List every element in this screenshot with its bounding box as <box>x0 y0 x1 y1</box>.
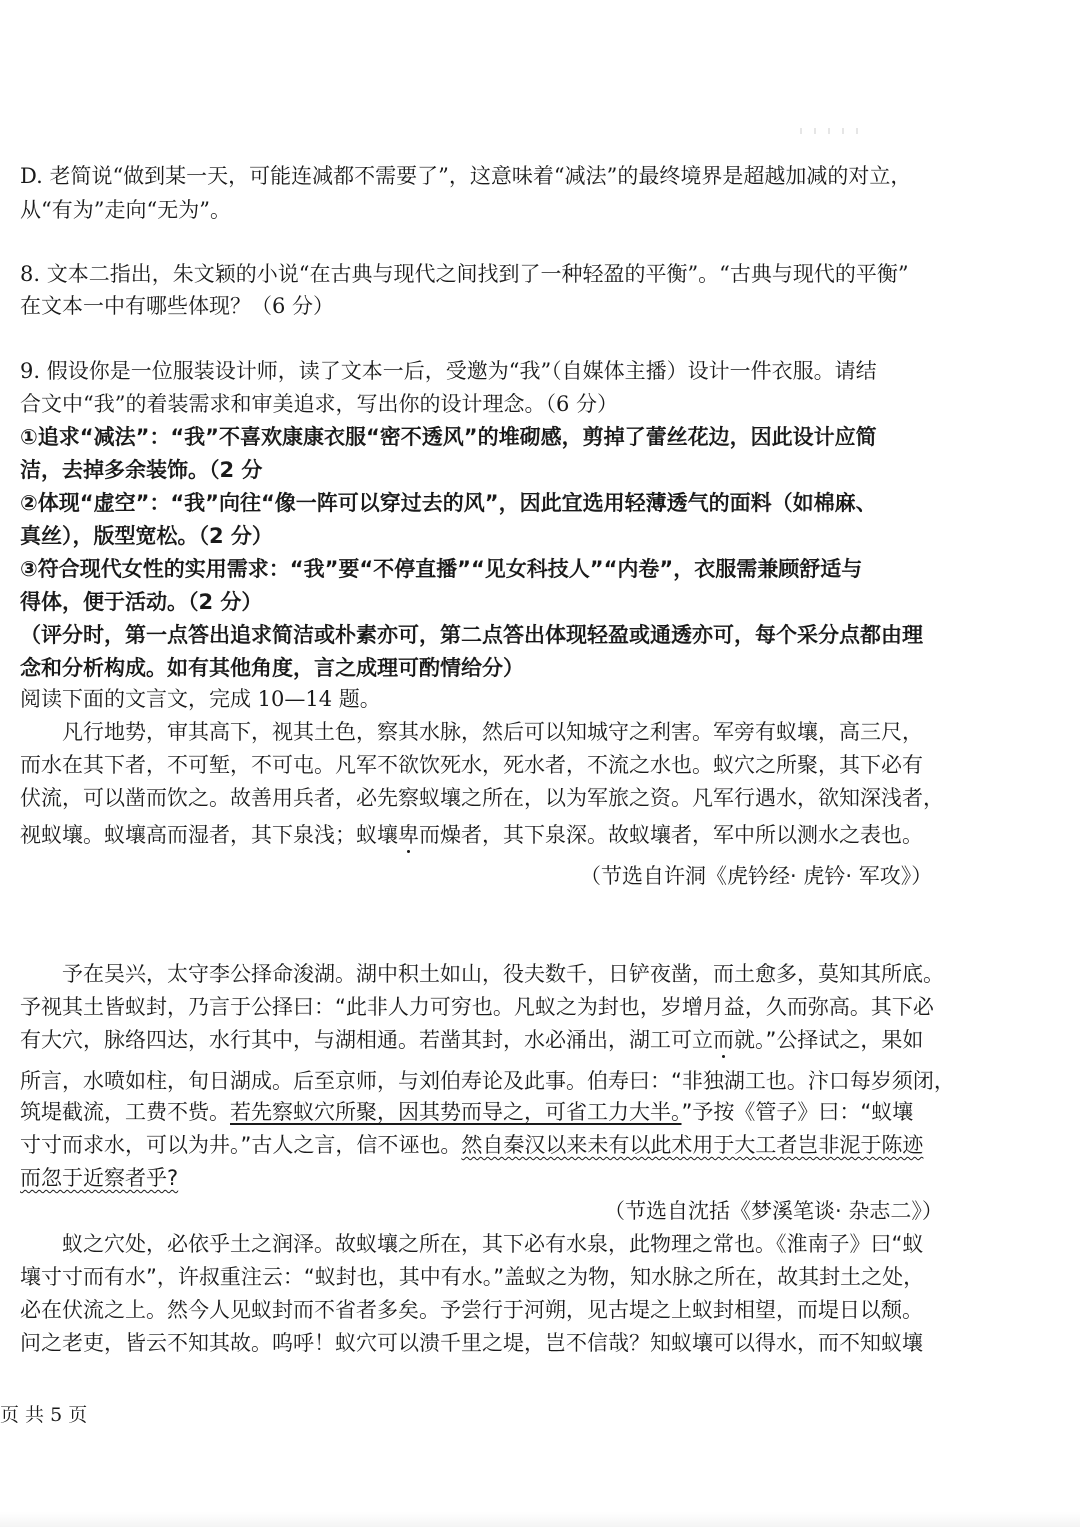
scan-artifact <box>800 128 870 134</box>
q9-answer-line-8: 念和分析构成。如有其他角度，言之成理可酌情给分） <box>20 656 524 680</box>
passage1-source: （节选自许洞《虎钤经· 虎钤· 军攻》） <box>580 864 933 888</box>
passage1-line-4-part-b: 而燥者，其下泉深。故蚁壤者，军中所以测水之表也。 <box>419 823 923 847</box>
passage2-line-5-part-b: ”予按《管子》曰：“蚁壤 <box>681 1100 914 1124</box>
q8-line-2: 在文本一中有哪些体现？（6 分） <box>20 294 335 318</box>
passage1-line-3: 伏流，可以凿而饮之。故善用兵者，必先察蚁壤之所在，以为军旅之资。凡军行遇水，欲知深浅者， <box>20 786 944 810</box>
q9-answer-line-2: 洁，去掉多余装饰。（2 分 <box>20 458 263 482</box>
q9-line-1: 9. 假设你是一位服装设计师，读了文本一后，受邀为“我”（自媒体主播）设计一件衣服。请结 <box>20 359 877 383</box>
passage2-line-5-part-a: 筑堤截流，工费不赀。 <box>20 1100 230 1124</box>
passage2-source: （节选自沈括《梦溪笔谈· 杂志二》） <box>604 1199 943 1223</box>
q8-line-1: 8. 文本二指出，朱文颖的小说“在古典与现代之间找到了一种轻盈的平衡”。“古典与现代的平衡” <box>20 262 909 286</box>
q9-answer-line-7: （评分时，第一点答出追求简洁或朴素亦可，第二点答出体现轻盈或通透亦可，每个采分点都由理 <box>20 623 923 647</box>
passage1-line-4 <box>20 821 923 849</box>
passage3-line-2: 壤寸寸而有水”，许叔重注云：“蚁封也，其中有水。”盖蚁之为物，知水脉之所在，故其封土之处， <box>20 1265 925 1289</box>
q7-option-d-line-1: D. 老简说“做到某一天，可能连减都不需要了”，这意味着“减法”的最终境界是超越加减的对立， <box>20 164 912 188</box>
passage2-line-3-part-a: 有大穴，脉络四达，水行其中，与湖相通。若凿其封，水必涌出，湖工可立 <box>20 1028 713 1052</box>
underlined-sentence: 若先察蚁穴所聚，因其势而导之，可省工力大半。 <box>230 1100 682 1124</box>
emphasis-dot-char: 卑 <box>398 823 419 847</box>
q9-answer-line-6: 得体，便于活动。（2 分） <box>20 590 263 614</box>
classical-intro: 阅读下面的文言文，完成 10—14 题。 <box>20 687 381 711</box>
passage3-line-4: 问之老吏，皆云不知其故。呜呼！蚁穴可以溃千里之堤，岂不信哉？知蚁壤可以得水，而不知蚁壤 <box>20 1331 923 1355</box>
q9-answer-line-1: ①追求“减法”：“我”不喜欢康康衣服“密不透风”的堆砌感，剪掉了蕾丝花边，因此设计应简 <box>20 425 877 449</box>
passage3-line-3: 必在伏流之上。然今人见蚁封而不省者多矣。予尝行于河朔，见古堤之上蚁封相望，而堤日以颓。 <box>20 1298 923 1322</box>
q9-answer-line-5: ③符合现代女性的实用需求：“我”要“不停直播”“见女科技人”“内卷”，衣服需兼顾舒适与 <box>20 557 863 581</box>
passage1-line-1: 凡行地势，审其高下，视其土色，察其水脉，然后可以知城守之利害。军旁有蚁壤，高三尺， <box>62 720 923 744</box>
page-footer: 页 共 5 页 <box>0 1404 88 1426</box>
passage2-line-2: 予视其土皆蚁封，乃言于公择曰：“此非人力可穷也。凡蚁之为封也，岁增月益，久而弥高。其下必 <box>20 995 934 1019</box>
passage1-line-4-part-a: 视蚁壤。蚁壤高而湿者，其下泉浅；蚁壤 <box>20 823 398 847</box>
passage2-line-4: 所言，水喷如柱，旬日湖成。后至京师，与刘伯寿论及此事。伯寿曰：“非独湖工也。汴口每岁须闭， <box>20 1069 955 1093</box>
q9-answer-line-3: ②体现“虚空”：“我”向往“像一阵可以穿过去的风”，因此宜选用轻薄透气的面料（如棉麻、 <box>20 491 877 515</box>
passage2-line-6 <box>20 1131 923 1159</box>
passage1-line-2: 而水在其下者，不可堑，不可屯。凡军不欲饮死水，死水者，不流之水也。蚁穴之所聚，其下必有 <box>20 753 923 777</box>
wavy-underlined-sentence-part-2: 而忽于近察者乎? <box>20 1166 179 1190</box>
wavy-underlined-sentence-part-1: 然自秦汉以来未有以此术用于大工者岂非泥于陈迹 <box>461 1133 924 1157</box>
q7-option-d-line-2: 从“有为”走向“无为”。 <box>20 198 231 222</box>
q9-line-2: 合文中“我”的着装需求和审美追求，写出你的设计理念。（6 分） <box>20 392 619 416</box>
passage2-line-3-part-b: 就。”公择试之，果如 <box>734 1028 924 1052</box>
passage2-line-3 <box>20 1026 923 1054</box>
passage2-line-7 <box>20 1164 178 1192</box>
passage2-line-5 <box>20 1098 913 1126</box>
q9-answer-line-4: 真丝），版型宽松。（2 分） <box>20 524 273 548</box>
emphasis-dot-char: 而 <box>713 1028 734 1052</box>
passage2-line-6-part-a: 寸寸而求水，可以为井。”古人之言，信不诬也。 <box>20 1133 462 1157</box>
scan-bottom-edge <box>0 1512 1080 1527</box>
passage2-line-1: 予在吴兴，太守李公择命浚湖。湖中积土如山，役夫数千，日铲夜凿，而土愈多，莫知其所底。 <box>62 962 944 986</box>
passage3-line-1: 蚁之穴处，必依乎土之润泽。故蚁壤之所在，其下必有水泉，此物理之常也。《淮南子》曰“蚁 <box>62 1232 924 1256</box>
